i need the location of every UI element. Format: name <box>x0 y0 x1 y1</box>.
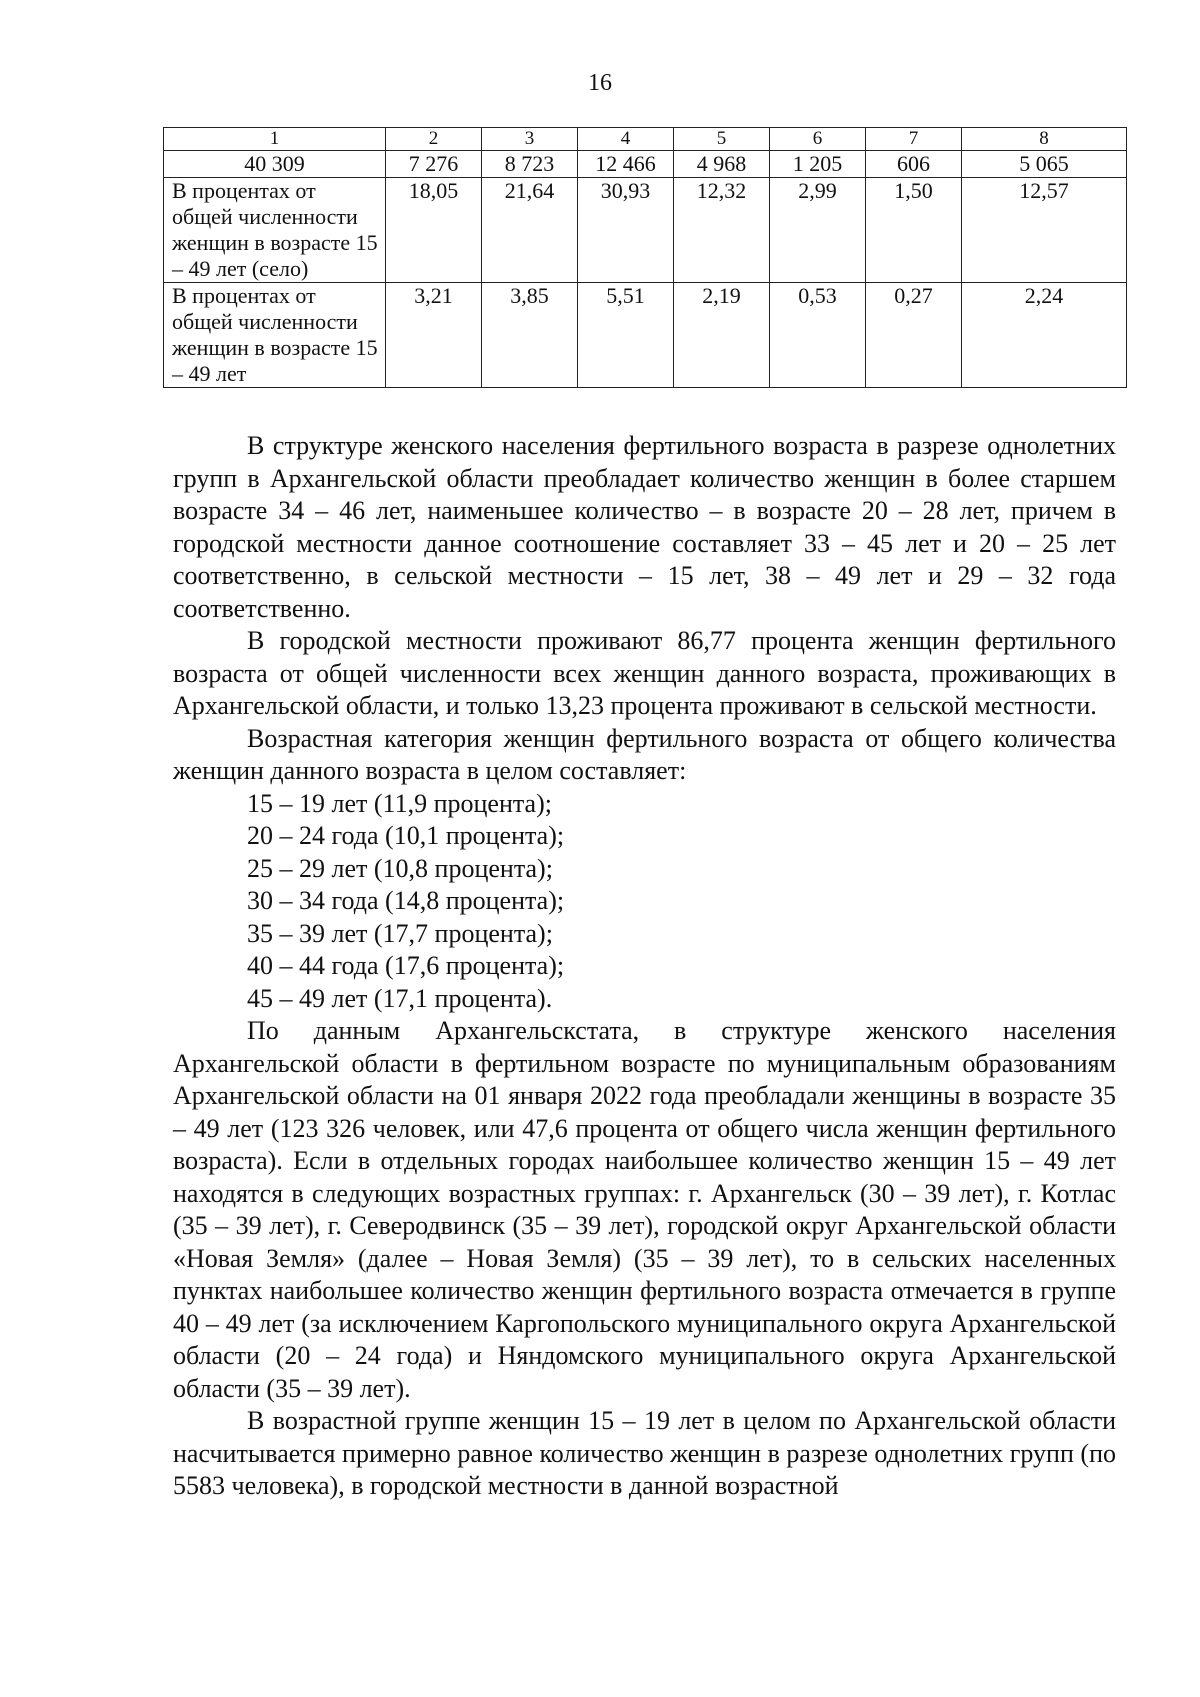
statistics-table <box>163 127 1127 388</box>
table-cell: 3,85 <box>482 283 578 388</box>
table-cell: 2,19 <box>674 283 770 388</box>
age-list-item: 30 – 34 года (14,8 процента); <box>247 886 565 915</box>
age-list-item: 35 – 39 лет (17,7 процента); <box>247 918 553 948</box>
table-cell: 12 466 <box>578 151 674 178</box>
table-column-number: 4 <box>578 128 674 151</box>
table-cell: 12,57 <box>962 178 1127 283</box>
paragraph: В возрастной группе женщин 15 – 19 лет в целом по Архангельской области насчитывается примерно равное количество женщин в разрезе однолетних групп (по 5583 человека), в городской местности в данной возрастной <box>173 1406 1116 1500</box>
age-list-item: 25 – 29 лет (10,8 процента); <box>247 853 553 883</box>
table-cell: 0,53 <box>770 283 866 388</box>
table-cell: 1 205 <box>770 151 866 178</box>
age-list-item: 15 – 19 лет (11,9 процента); <box>247 788 552 818</box>
table-row-label: 40 309 <box>164 151 386 178</box>
table-cell: 5,51 <box>578 283 674 388</box>
table-cell: 5 065 <box>962 151 1127 178</box>
table-cell: 21,64 <box>482 178 578 283</box>
table-column-number: 7 <box>866 128 962 151</box>
table-cell: 30,93 <box>578 178 674 283</box>
table-row-label: В процентах от общей численности женщин в возрасте 15 – 49 лет (село) <box>164 178 386 283</box>
table-row <box>164 151 1127 178</box>
table-column-number: 1 <box>164 128 386 151</box>
table-column-number: 6 <box>770 128 866 151</box>
table-cell: 3,21 <box>386 283 482 388</box>
age-list-item: 40 – 44 года (17,6 процента); <box>247 951 565 980</box>
table-cell: 2,24 <box>962 283 1127 388</box>
table-column-numbers-row <box>164 128 1127 151</box>
table-cell: 1,50 <box>866 178 962 283</box>
page-number: 16 <box>588 70 612 96</box>
paragraph: По данным Архангельскстата, в структуре женского населения Архангельской области в фертильном возрасте по муниципальным образованиям Архангельской области на 01 января 2022 года преобладали женщины в возрасте 35 – 49 лет (123 326 человек, или 47,6 процента от общего числа женщин фертильного возраста). Если в отдельных городах наибольшее количество женщин 15 – 49 лет находятся в следующих возрастных группах: г. Архангельск (30 – 39 лет), г. Котлас (35 – 39 лет), г. Северодвинск (35 – 39 лет), городской округ Архангельской области «Новая Земля» (далее – Новая Земля) (35 – 39 лет), то в сельских населенных пунктах наибольшее количество женщин фертильного возраста отмечается в группе 40 – 49 лет (за исключением Каргопольского муниципального округа Архангельской области (20 – 24 года) и Няндомского муниципального округа Архангельской области (35 – 39 лет). <box>173 1016 1116 1403</box>
paragraph: Возрастная категория женщин фертильного возраста от общего количества женщин данного возраста в целом составляет: <box>173 723 1116 785</box>
table-cell: 2,99 <box>770 178 866 283</box>
table-column-number: 2 <box>386 128 482 151</box>
age-list-item: 45 – 49 лет (17,1 процента). <box>247 983 553 1013</box>
table-cell: 7 276 <box>386 151 482 178</box>
table-column-number: 5 <box>674 128 770 151</box>
table-cell: 4 968 <box>674 151 770 178</box>
table-column-number: 8 <box>962 128 1127 151</box>
table-cell: 8 723 <box>482 151 578 178</box>
table-row <box>164 283 1127 388</box>
paragraph: В городской местности проживают 86,77 процента женщин фертильного возраста от общей численности всех женщин данного возраста, проживающих в Архангельской области, и только 13,23 процента проживают в сельской местности. <box>173 626 1116 720</box>
document-body <box>173 430 1116 1503</box>
age-list-item: 20 – 24 года (10,1 процента); <box>247 821 565 850</box>
paragraph: В структуре женского населения фертильного возраста в разрезе однолетних групп в Архангельской области преобладает количество женщин в более старшем возрасте 34 – 46 лет, наименьшее количество – в возрасте 20 – 28 лет, причем в городской местности данное соотношение составляет 33 – 45 лет и 20 – 25 лет соответственно, в сельской местности – 15 лет, 38 – 49 лет и 29 – 32 года соответственно. <box>173 431 1116 623</box>
table-row-label: В процентах от общей численности женщин в возрасте 15 – 49 лет <box>164 283 386 388</box>
table-cell: 0,27 <box>866 283 962 388</box>
table-cell: 606 <box>866 151 962 178</box>
table-cell: 18,05 <box>386 178 482 283</box>
table-cell: 12,32 <box>674 178 770 283</box>
table-row <box>164 178 1127 283</box>
table-column-number: 3 <box>482 128 578 151</box>
